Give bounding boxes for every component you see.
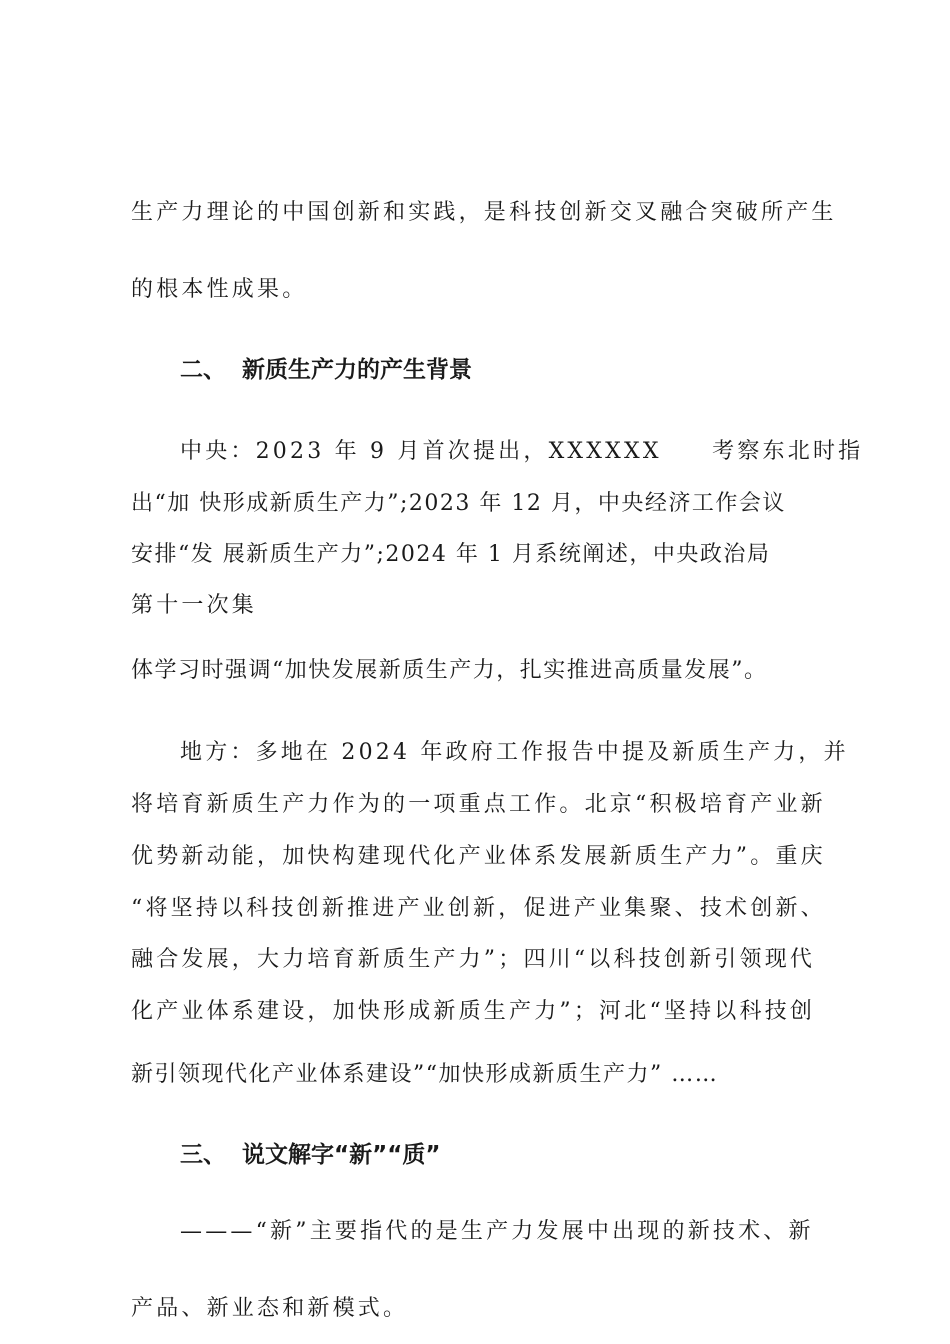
section-3-line-2: 产品、新业态和新模式。 [131,1296,409,1321]
local-line-3: 优势新动能，加快构建现代化产业体系发展新质生产力”。重庆 [131,844,826,869]
section-2-number: 二、 [180,357,226,383]
central-line-5: 体学习时强调“加快发展新质生产力，扎实推进高质量发展”。 [131,658,768,683]
central-line-2: 出“加 快形成新质生产力”;2023 年 12 月，中央经济工作会议 [131,491,786,516]
section-3-heading [180,1140,440,1170]
local-line-6: 化产业体系建设，加快形成新质生产力”；河北“坚持以科技创 [131,999,816,1024]
central-line-4: 第十一次集 [131,593,258,618]
local-line-1: 地方：多地在 2024 年政府工作报告中提及新质生产力，并 [180,740,849,765]
central-line-3: 安排“发 展新质生产力”;2024 年 1 月系统阐述，中央政治局 [131,542,771,567]
intro-line-1: 生产力理论的中国创新和实践，是科技创新交叉融合突破所产生 [131,200,837,225]
local-line-2: 将培育新质生产力作为的一项重点工作。北京“积极培育产业新 [131,792,826,817]
local-line-4: “将坚持以科技创新推进产业创新，促进产业集聚、技术创新、 [131,896,826,921]
central-line-1: 中央：2023 年 9 月首次提出，XXXXXX 考察东北时指 [180,439,864,464]
section-2-heading [180,355,472,385]
section-3-line-1: ———“新”主要指代的是生产力发展中出现的新技术、新 [180,1219,814,1244]
intro-line-2: 的根本性成果。 [131,277,308,302]
section-3-title: 说文解字“新”“质” [242,1142,441,1168]
local-line-7: 新引领现代化产业体系建设”“加快形成新质生产力” …… [131,1062,719,1087]
section-2-title: 新质生产力的产生背景 [242,357,472,383]
local-line-5: 融合发展，大力培育新质生产力”；四川“以科技创新引领现代 [131,947,816,972]
section-3-number: 三、 [180,1142,226,1168]
